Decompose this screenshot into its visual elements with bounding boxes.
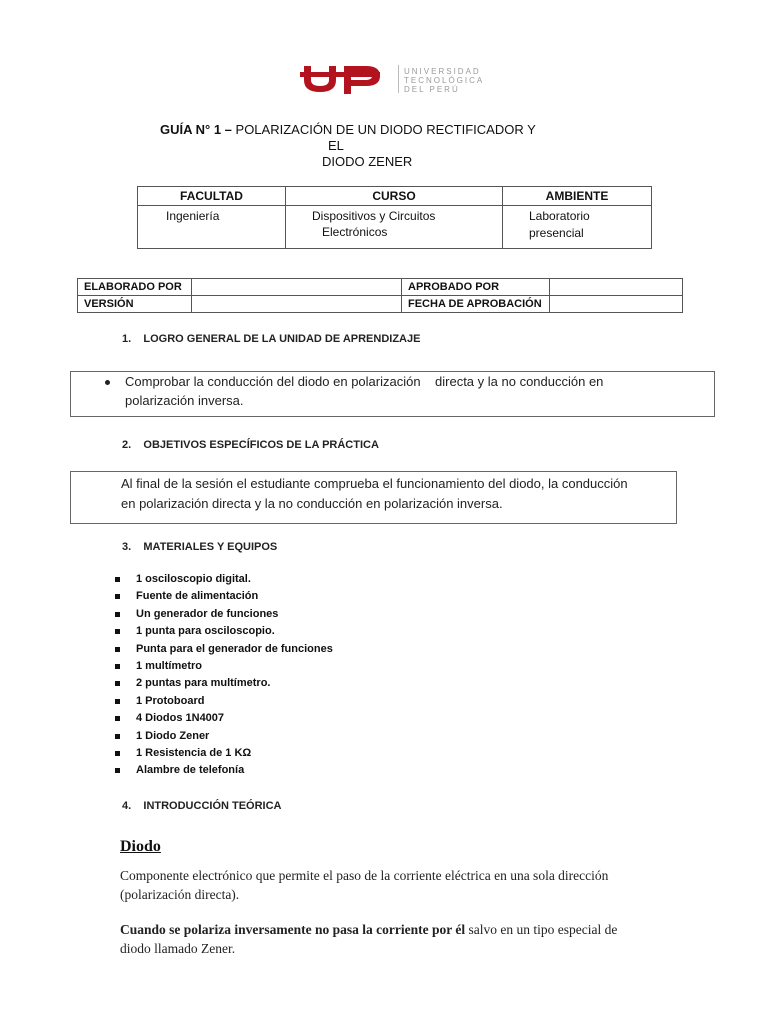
intro-paragraph2-line2: diodo llamado Zener. [120,941,236,956]
list-item: 1 multímetro [136,658,768,675]
list-item: 1 Protoboard [136,693,768,710]
curso-line2: Electrónicos [322,225,388,239]
guide-title-text: POLARIZACIÓN DE UN DIODO RECTIFICADOR Y [231,122,536,137]
subheading-diodo: Diodo [120,838,161,855]
guide-title-line3: DIODO ZENER [322,154,413,169]
list-item: Punta para el generador de funciones [136,641,768,658]
course-info-table [137,186,652,249]
label-version: VERSIÓN [78,296,192,313]
utp-logo-mark [300,62,400,96]
value-elaborado[interactable] [192,279,402,296]
cell-facultad [138,206,286,249]
section-heading-materiales: 3. MATERIALES Y EQUIPOS [122,541,278,553]
section-heading-introduccion: 4. INTRODUCCIÓN TEÓRICA [122,800,282,812]
table-row [78,279,683,296]
ambiente-line1: Laboratorio [529,209,590,223]
section-heading-logro: 1. LOGRO GENERAL DE LA UNIDAD DE APRENDIZAJE [122,333,421,345]
logo-text-line1: UNIVERSIDAD [404,67,481,76]
curso-line1: Dispositivos y Circuitos [312,209,436,223]
guide-title-line1 [160,122,600,138]
intro-paragraph2-line1 [120,920,617,939]
list-item: Un generador de funciones [136,606,768,623]
guide-title-line2: EL [328,138,344,153]
intro-paragraph2-bold: Cuando se polariza inversamente no pasa la corriente por él [120,922,466,937]
label-fecha: FECHA DE APROBACIÓN [402,296,550,313]
logro-text-line1: Comprobar la conducción del diodo en polarización directa y la no conducción en [125,374,604,389]
header-curso: CURSO [286,187,503,206]
label-aprobado: APROBADO POR [402,279,550,296]
materials-list [0,571,768,780]
header-ambiente: AMBIENTE [503,187,652,206]
logro-box [70,371,715,417]
approval-table [77,278,683,313]
ambiente-line2: presencial [529,226,584,240]
facultad-value: Ingeniería [166,209,220,223]
cell-curso [286,206,503,249]
list-item: 2 puntas para multímetro. [136,675,768,692]
cell-ambiente [503,206,652,249]
value-aprobado[interactable] [550,279,683,296]
logo-text-line3: DEL PERÚ [404,85,460,94]
bullet-icon [105,380,110,385]
objetivos-text-line1: Al final de la sesión el estudiante comprueba el funcionamiento del diodo, la conducción [121,476,628,491]
intro-paragraph2-rest: salvo en un tipo especial de [465,922,618,937]
label-elaborado: ELABORADO POR [78,279,192,296]
list-item: Fuente de alimentación [136,588,768,605]
logo-divider [398,65,399,93]
list-item: 1 Diodo Zener [136,728,768,745]
value-fecha[interactable] [550,296,683,313]
objetivos-box [70,471,677,524]
list-item: Alambre de telefonía [136,762,768,779]
list-item: 1 Resistencia de 1 KΩ [136,745,768,762]
list-item: 1 punta para osciloscopio. [136,623,768,640]
list-item: 4 Diodos 1N4007 [136,710,768,727]
table-header-row [138,187,652,206]
header-facultad: FACULTAD [138,187,286,206]
logo-text-line2: TECNOLÓGICA [404,76,485,85]
logro-text-line2: polarización inversa. [125,393,244,408]
intro-paragraph1-line1: Componente electrónico que permite el paso de la corriente eléctrica en una sola dirección [120,868,609,883]
table-row [138,206,652,249]
intro-paragraph1-line2: (polarización directa). [120,887,240,902]
section-heading-objetivos: 2. OBJETIVOS ESPECÍFICOS DE LA PRÁCTICA [122,439,379,451]
objetivos-text-line2: en polarización directa y la no conducción en polarización inversa. [121,496,503,511]
table-row [78,296,683,313]
list-item: 1 osciloscopio digital. [136,571,768,588]
university-logo [300,62,510,96]
guide-number: GUÍA N° 1 – [160,122,232,137]
value-version[interactable] [192,296,402,313]
